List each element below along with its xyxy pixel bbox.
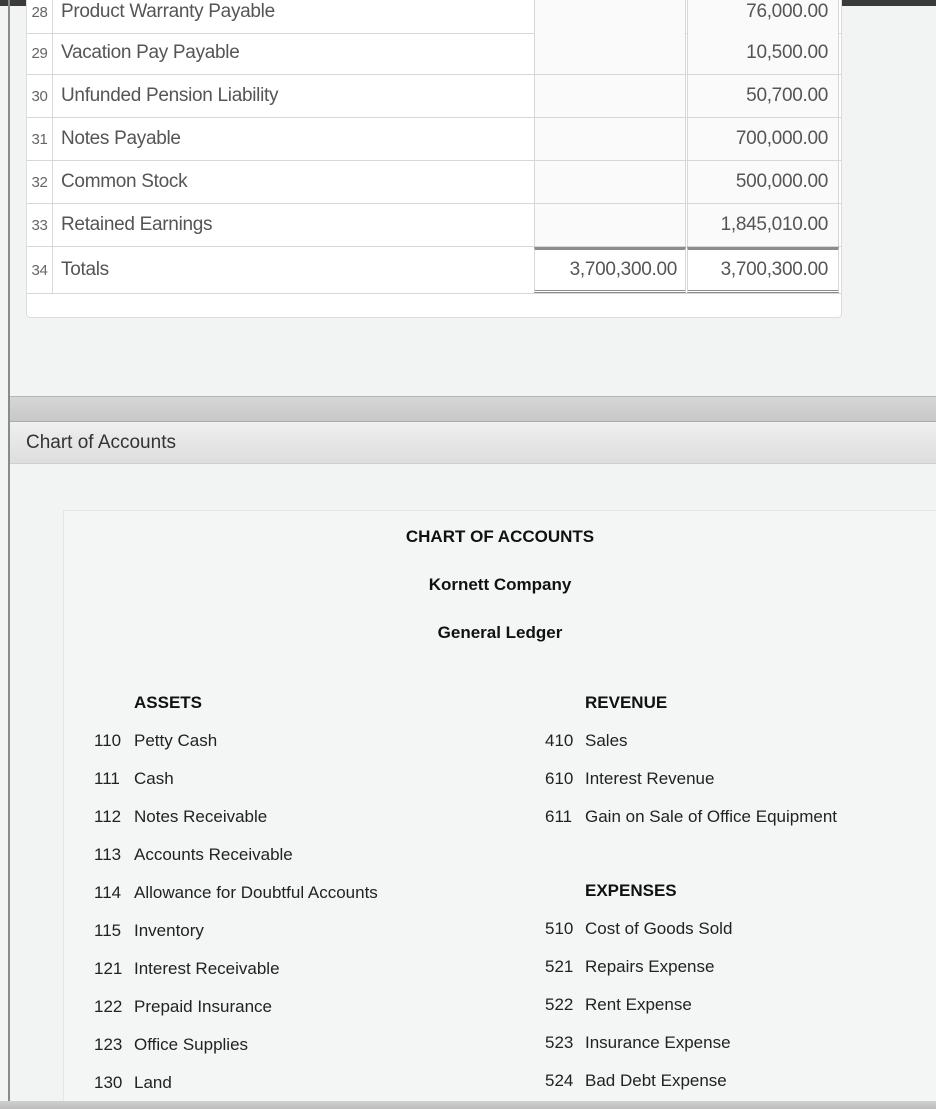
row-number: 29 <box>27 32 53 74</box>
asset-account <box>94 921 204 941</box>
account-code: 122 <box>94 997 123 1016</box>
credit-cell[interactable]: 76,000.00 <box>687 0 839 33</box>
table-row <box>27 118 842 161</box>
asset-account <box>94 959 280 979</box>
expense-account <box>545 1071 727 1091</box>
account-code: 115 <box>94 921 122 940</box>
account-code: 524 <box>545 1071 574 1090</box>
table-row <box>27 0 842 34</box>
asset-account <box>94 1035 248 1055</box>
account-name: Interest Receivable <box>134 959 280 978</box>
debit-cell[interactable] <box>534 118 686 160</box>
table-row <box>27 75 842 118</box>
account-code: 510 <box>545 919 574 938</box>
account-name: Prepaid Insurance <box>134 997 272 1016</box>
account-code: 110 <box>94 731 122 750</box>
account-code: 113 <box>94 845 122 864</box>
row-number: 33 <box>27 204 53 246</box>
account-name: Office Supplies <box>134 1035 249 1054</box>
table-row <box>27 161 842 204</box>
account-name: Allowance for Doubtful Accounts <box>134 883 378 902</box>
trial-balance-card <box>26 0 842 318</box>
ledger-title: General Ledger <box>437 623 563 642</box>
totals-label[interactable]: Totals <box>61 259 109 280</box>
credit-total-cell[interactable]: 3,700,300.00 <box>687 247 839 293</box>
debit-cell[interactable] <box>534 204 686 246</box>
chart-of-accounts-panel <box>63 510 936 1109</box>
asset-account <box>94 845 293 865</box>
credit-cell[interactable]: 700,000.00 <box>687 118 839 160</box>
revenue-account <box>545 807 837 827</box>
bottom-scroll-edge <box>0 1101 936 1109</box>
asset-account <box>94 997 272 1017</box>
asset-account <box>94 807 267 827</box>
credit-cell[interactable]: 10,500.00 <box>687 32 839 74</box>
account-name-cell[interactable]: Unfunded Pension Liability <box>61 85 279 106</box>
account-name: Repairs Expense <box>585 957 715 976</box>
account-code: 522 <box>545 995 574 1014</box>
chart-of-accounts-tab-header[interactable]: Chart of Accounts <box>10 423 936 464</box>
credit-cell[interactable]: 50,700.00 <box>687 75 839 117</box>
expense-account <box>545 1033 731 1053</box>
account-name: Insurance Expense <box>585 1033 731 1052</box>
debit-total-cell[interactable]: 3,700,300.00 <box>534 247 686 293</box>
asset-account <box>94 731 217 751</box>
account-name: Cost of Goods Sold <box>585 919 733 938</box>
expense-account <box>545 957 714 977</box>
account-code: 521 <box>545 957 574 976</box>
account-name: Bad Debt Expense <box>585 1071 727 1090</box>
account-name: Gain on Sale of Office Equipment <box>585 807 838 826</box>
revenue-heading: REVENUE <box>585 693 668 712</box>
revenue-account <box>545 769 714 789</box>
left-frame-border <box>8 0 10 1109</box>
row-number: 28 <box>27 0 53 33</box>
debit-cell[interactable] <box>534 75 686 117</box>
account-name: Cash <box>134 769 174 788</box>
totals-row <box>27 247 842 294</box>
account-name: Inventory <box>134 921 204 940</box>
account-name: Land <box>134 1073 172 1092</box>
account-code: 523 <box>545 1033 574 1052</box>
account-code: 611 <box>545 807 573 826</box>
account-code: 111 <box>94 769 120 788</box>
asset-account <box>94 883 378 903</box>
credit-cell[interactable]: 500,000.00 <box>687 161 839 203</box>
account-name: Rent Expense <box>585 995 692 1014</box>
asset-account <box>94 1073 172 1093</box>
account-name-cell[interactable]: Common Stock <box>61 171 188 192</box>
account-name-cell[interactable]: Product Warranty Payable <box>61 1 275 22</box>
assets-heading: ASSETS <box>134 693 203 712</box>
expenses-heading: EXPENSES <box>585 881 677 900</box>
section-divider <box>10 396 936 422</box>
debit-cell[interactable] <box>534 32 686 74</box>
account-code: 114 <box>94 883 122 902</box>
account-code: 410 <box>545 731 574 750</box>
company-name: Kornett Company <box>428 575 572 594</box>
account-name-cell[interactable]: Vacation Pay Payable <box>61 42 240 63</box>
account-name: Sales <box>585 731 628 750</box>
row-number: 30 <box>27 75 53 117</box>
debit-cell[interactable] <box>534 161 686 203</box>
chart-title: CHART OF ACCOUNTS <box>405 527 595 546</box>
credit-cell[interactable]: 1,845,010.00 <box>687 204 839 246</box>
debit-cell[interactable] <box>534 0 686 33</box>
account-code: 112 <box>94 807 122 826</box>
revenue-account <box>545 731 628 751</box>
account-code: 123 <box>94 1035 123 1054</box>
account-name: Petty Cash <box>134 731 218 750</box>
account-code: 130 <box>94 1073 123 1092</box>
account-name: Notes Receivable <box>134 807 268 826</box>
account-code: 610 <box>545 769 574 788</box>
account-name-cell[interactable]: Notes Payable <box>61 128 181 149</box>
account-name-cell[interactable]: Retained Earnings <box>61 214 213 235</box>
account-code: 121 <box>94 959 123 978</box>
table-row <box>27 204 842 247</box>
expense-account <box>545 919 732 939</box>
table-row <box>27 32 842 75</box>
account-name: Accounts Receivable <box>134 845 293 864</box>
row-number: 34 <box>27 247 53 293</box>
account-name: Interest Revenue <box>585 769 715 788</box>
asset-account <box>94 769 174 789</box>
row-number: 31 <box>27 118 53 160</box>
row-number: 32 <box>27 161 53 203</box>
expense-account <box>545 995 692 1015</box>
